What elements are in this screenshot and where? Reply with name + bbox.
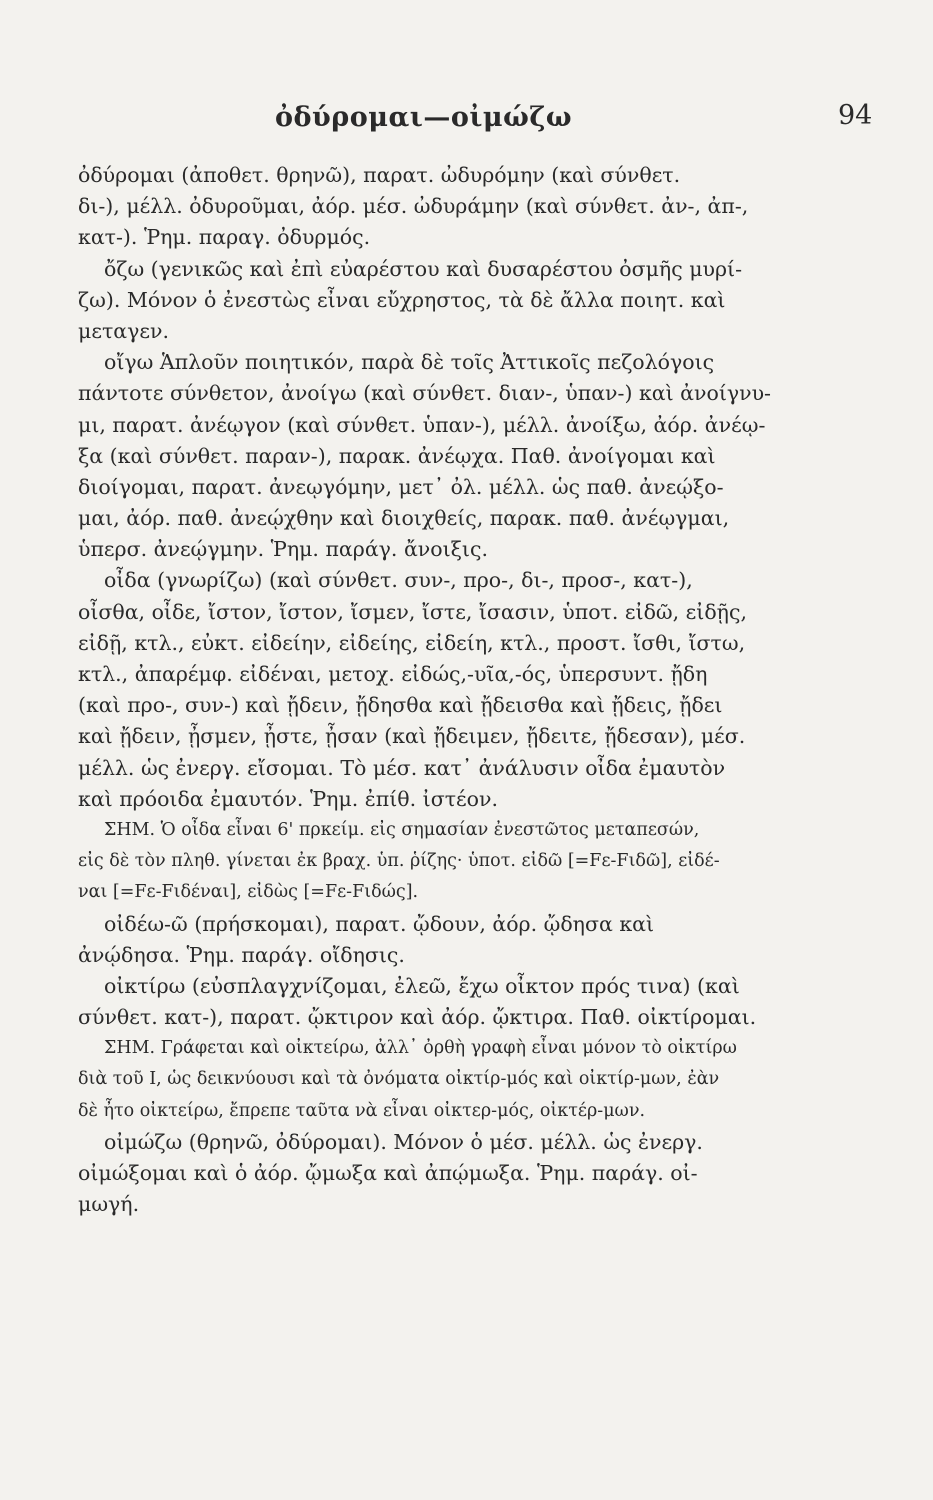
text-line: οἰμώξομαι καὶ ὁ ἀόρ. ᾤμωξα καὶ ἀπῴμωξα. Ῥημ. παράγ. οἰ-	[78, 1161, 698, 1185]
text-line: κτλ., ἀπαρέμφ. εἰδέναι, μετοχ. εἰδώς,-υῖα,-ός, ὑπερσυντ. ᾔδη	[78, 662, 708, 686]
text-line: οἰμώζω (θρηνῶ, ὀδύρομαι). Μόνον ὁ μέσ. μέλλ. ὡς ἐνεργ.	[104, 1129, 703, 1154]
text-line: μωγή.	[78, 1192, 140, 1217]
text-line: ΣΗΜ. Γράφεται καὶ οἰκτείρω, ἀλλ᾽ ὀρθὴ γραφὴ εἶναι μόνον τὸ οἰκτίρω	[104, 1038, 737, 1059]
text-line: οἰκτίρω (εὐσπλαγχνίζομαι, ἐλεῶ, ἔχω οἶκτον πρός τινα) (καὶ	[104, 973, 740, 998]
text-line: σύνθετ. κατ-), παρατ. ᾤκτιρον καὶ ἀόρ. ᾤκτιρα. Παθ. οἰκτίρομαι.	[78, 1005, 757, 1030]
text-line: κατ-). Ῥημ. παραγ. ὀδυρμός.	[78, 225, 371, 250]
dictionary-text	[78, 160, 818, 1220]
text-line: ἀνῴδησα. Ῥημ. παράγ. οἴδησις.	[78, 942, 405, 967]
text-line: (καὶ προ-, συν-) καὶ ᾔδειν, ᾔδησθα καὶ ᾔδεισθα καὶ ᾔδεις, ᾔδει	[78, 693, 723, 718]
page-number: 94	[838, 100, 873, 131]
text-line: μι, παρατ. ἀνέῳγον (καὶ σύνθετ. ὑπαν-), μέλλ. ἀνοίξω, ἀόρ. ἀνέῳ-	[78, 412, 766, 437]
text-line: οἰδέω-ῶ (πρήσκομαι), παρατ. ᾤδουν, ἀόρ. ᾤδησα καὶ	[104, 911, 655, 936]
text-line: ΣΗΜ. Ὁ οἶδα εἶναι 6' πρκείμ. εἰς σημασίαν ἐνεστῶτος μεταπεσών,	[104, 819, 700, 840]
running-head: ὀδύρομαι—οἰμώζω	[275, 102, 573, 133]
text-line: μαι, ἀόρ. παθ. ἀνεῴχθην καὶ διοιχθείς, παρακ. παθ. ἀνέῳγμαι,	[78, 506, 730, 531]
text-line: εἰς δὲ τὸν πληθ. γίνεται ἐκ βραχ. ὑπ. ῥίζης· ὑποτ. εἰδῶ [=Fε-Fιδῶ], εἰδέ-	[78, 851, 720, 872]
text-line: ξα (καὶ σύνθετ. παραν-), παρακ. ἀνέῳχα. Παθ. ἀνοίγομαι καὶ	[78, 443, 716, 468]
text-line: ζω). Μόνον ὁ ἐνεστὼς εἶναι εὔχρηστος, τὰ δὲ ἄλλα ποιητ. καὶ	[78, 287, 726, 312]
text-line: ὑπερσ. ἀνεῴγμην. Ῥημ. παράγ. ἄνοιξις.	[78, 537, 488, 562]
text-line: ὀδύρομαι (ἀποθετ. θρηνῶ), παρατ. ὠδυρόμην (καὶ σύνθετ.	[78, 163, 681, 187]
text-line: καὶ πρόοιδα ἐμαυτόν. Ῥημ. ἐπίθ. ἰστέον.	[78, 786, 498, 811]
text-line: διοίγομαι, παρατ. ἀνεῳγόμην, μετ᾽ ὀλ. μέλλ. ὡς παθ. ἀνεῴξο-	[78, 474, 724, 499]
text-line: οἶσθα, οἶδε, ἴστον, ἴστον, ἴσμεν, ἴστε, ἴσασιν, ὑποτ. εἰδῶ, εἰδῇς,	[78, 599, 747, 624]
text-line: καὶ ᾔδειν, ᾖσμεν, ᾖστε, ᾖσαν (καὶ ᾔδειμεν, ᾔδειτε, ᾔδεσαν), μέσ.	[78, 724, 746, 749]
text-line: πάντοτε σύνθετον, ἀνοίγω (καὶ σύνθετ. διαν-, ὑπαν-) καὶ ἀνοίγνυ-	[78, 381, 771, 406]
text-line: δὲ ἦτο οἰκτείρω, ἔπρεπε ταῦτα νὰ εἶναι οἰκτερ-μός, οἰκτέρ-μων.	[78, 1100, 646, 1121]
text-line: ναι [=Fε-Fιδέναι], εἰδὼς [=Fε-Fιδώς].	[78, 882, 419, 903]
text-line: ὄζω (γενικῶς καὶ ἐπὶ εὐαρέστου καὶ δυσαρέστου ὀσμῆς μυρί-	[104, 256, 742, 281]
text-line: οἴγω Ἁπλοῦν ποιητικόν, παρὰ δὲ τοῖς Ἀττικοῖς πεζολόγοις	[104, 350, 715, 375]
text-line: διὰ τοῦ Ι, ὡς δεικνύουσι καὶ τὰ ὀνόματα οἰκτίρ-μός καὶ οἰκτίρ-μων, ἐὰν	[78, 1069, 720, 1090]
page-header	[0, 100, 933, 140]
text-line: μέλλ. ὡς ἐνεργ. εἴσομαι. Τὸ μέσ. κατ᾽ ἀνάλυσιν οἶδα ἐμαυτὸν	[78, 755, 726, 780]
text-line: μεταγεν.	[78, 318, 169, 343]
text-line: οἶδα (γνωρίζω) (καὶ σύνθετ. συν-, προ-, δι-, προσ-, κατ-),	[104, 568, 693, 593]
text-line: εἰδῇ, κτλ., εὐκτ. εἰδείην, εἰδείης, εἰδείη, κτλ., προστ. ἴσθι, ἴστω,	[78, 630, 746, 655]
text-line: δι-), μέλλ. ὀδυροῦμαι, ἀόρ. μέσ. ὠδυράμην (καὶ σύνθετ. ἀν-, ἀπ-,	[78, 194, 749, 219]
